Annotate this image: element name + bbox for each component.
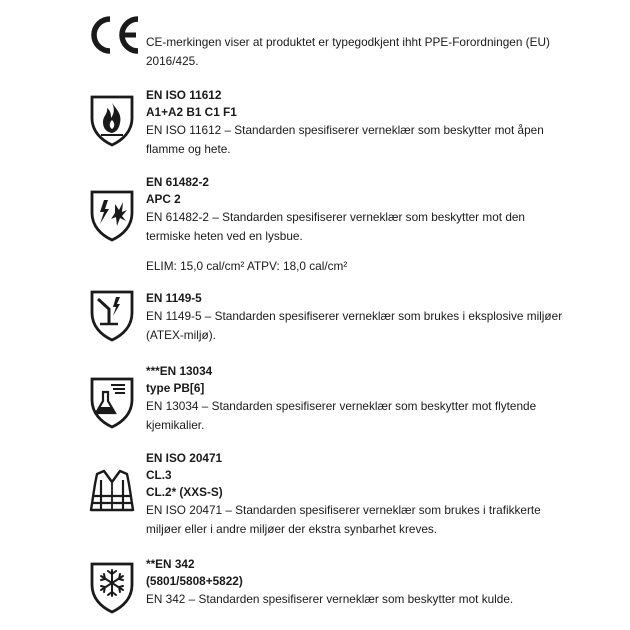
en-13034-title: ***EN 13034 bbox=[146, 364, 213, 378]
en-iso-11612-classes: A1+A2 B1 C1 F1 bbox=[146, 105, 237, 119]
en-iso-20471-title: EN ISO 20471 bbox=[146, 451, 223, 465]
en-iso-20471-block bbox=[146, 450, 566, 539]
en-13034-description: EN 13034 – Standarden spesifiserer verneklær som beskytter mot flytende kjemikalier. bbox=[146, 399, 537, 432]
en-342-models: (5801/5808+5822) bbox=[146, 574, 243, 588]
hi-vis-vest-icon bbox=[89, 468, 135, 514]
en-61482-2-arc-values: ELIM: 15,0 cal/cm² ATPV: 18,0 cal/cm² bbox=[146, 259, 348, 273]
en-iso-11612-block bbox=[146, 87, 566, 159]
en-61482-2-block bbox=[146, 174, 566, 275]
en-1149-5-description: EN 1149-5 – Standarden spesifiserer verneklær som brukes i eksplosive miljøer (ATEX-miljø). bbox=[146, 309, 563, 342]
en-1149-5-block bbox=[146, 290, 566, 345]
en-61482-2-class: APC 2 bbox=[146, 192, 181, 206]
ce-description: CE-merkingen viser at produktet er typegodkjent ihht PPE-Forordningen (EU) 2016/425. bbox=[146, 35, 550, 68]
chemical-shield-icon bbox=[89, 375, 135, 429]
en-61482-2-title: EN 61482-2 bbox=[146, 175, 209, 189]
en-342-block bbox=[146, 556, 566, 609]
ce-text-block bbox=[146, 33, 566, 71]
en-342-title: **EN 342 bbox=[146, 557, 195, 571]
en-13034-type: type PB[6] bbox=[146, 381, 205, 395]
en-13034-block bbox=[146, 363, 566, 435]
ce-mark-icon bbox=[86, 14, 142, 56]
en-iso-20471-class-2: CL.2* (XXS-S) bbox=[146, 485, 223, 499]
en-iso-20471-description: EN ISO 20471 – Standarden spesifiserer verneklær som brukes i trafikkerte miljøer eller i andre miljøer der ekstra synbarhet kreves. bbox=[146, 503, 541, 536]
en-61482-2-description: EN 61482-2 – Standarden spesifiserer verneklær som beskytter mot den termiske heten ved en lysbue. bbox=[146, 210, 525, 243]
en-1149-5-title: EN 1149-5 bbox=[146, 291, 202, 305]
snowflake-shield-icon bbox=[89, 560, 135, 614]
en-iso-20471-class-3: CL.3 bbox=[146, 468, 172, 482]
flame-shield-icon bbox=[89, 93, 135, 147]
antistatic-shield-icon bbox=[89, 288, 135, 342]
en-iso-11612-description: EN ISO 11612 – Standarden spesifiserer verneklær som beskytter mot åpen flamme og hete. bbox=[146, 123, 544, 156]
en-iso-11612-title: EN ISO 11612 bbox=[146, 88, 222, 102]
en-342-description: EN 342 – Standarden spesifiserer verneklær som beskytter mot kulde. bbox=[146, 592, 514, 606]
electric-arc-shield-icon bbox=[89, 188, 135, 242]
